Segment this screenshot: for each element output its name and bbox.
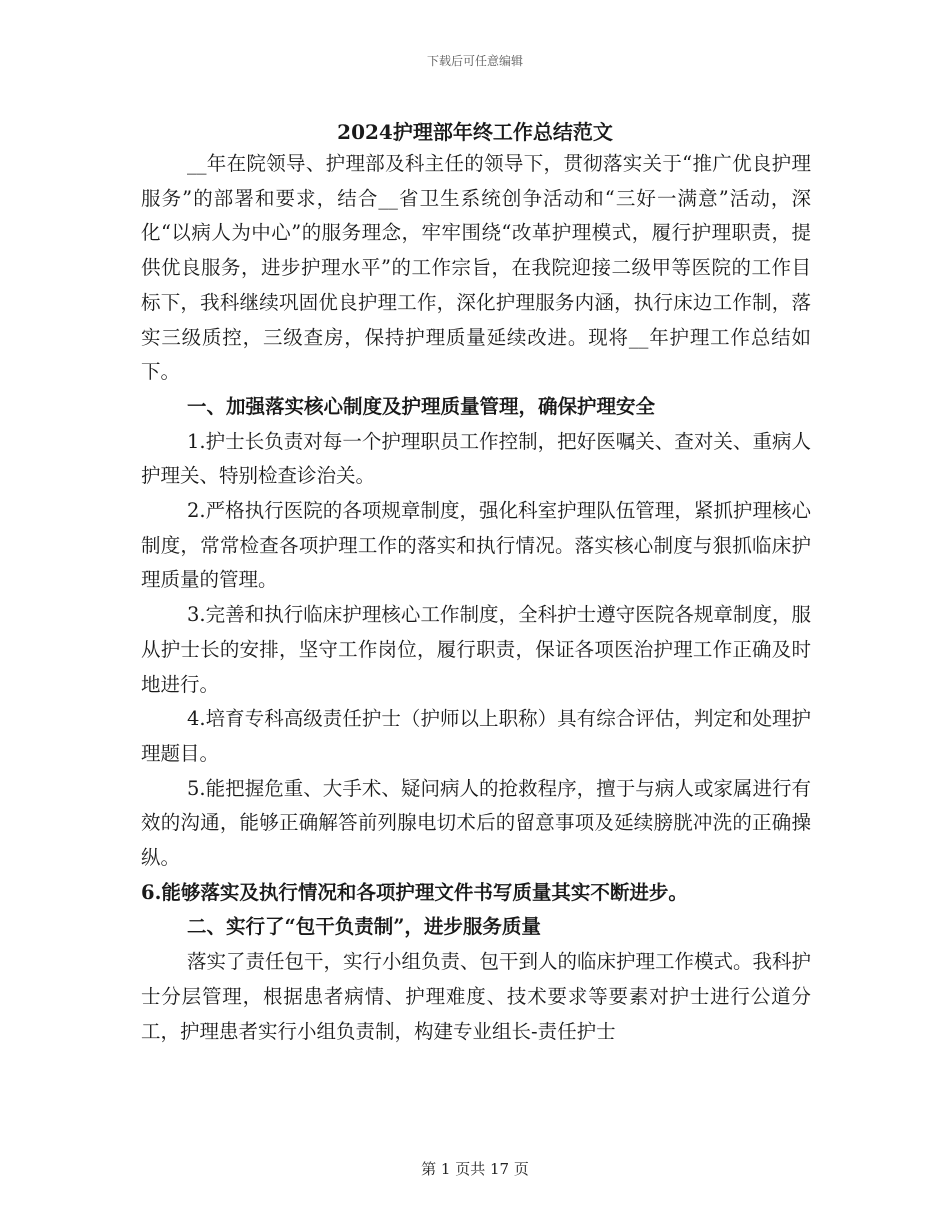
page-number-footer: 第 1 页共 17 页 [421, 1160, 529, 1178]
list-item-2: 2.严格执行医院的各项规章制度，强化科室护理队伍管理，紧抓护理核心制度，常常检查各项护理工作的落实和执行情况。落实核心制度与狠抓临床护理质量的管理。 [141, 499, 811, 592]
page-title: 2024护理部年终工作总结范文 [337, 120, 613, 144]
list-item-5: 5.能把握危重、大手术、疑问病人的抢救程序，擅于与病人或家属进行有效的沟通，能够正确解答前列腺电切术后的留意事项及延续膀胱冲洗的正确操纵。 [141, 776, 811, 870]
section-heading-2: 二、实行了“包干负责制”，进步服务质量 [187, 915, 541, 939]
document-body [141, 147, 811, 1049]
list-item-4: 4.培育专科高级责任护士（护师以上职称）具有综合评估，判定和处理护理题目。 [141, 707, 811, 765]
list-item-3: 3.完善和执行临床护理核心工作制度，全科护士遵守医院各规章制度，服从护士长的安排，坚守工作岗位，履行职责，保证各项医治护理工作正确及时地进行。 [141, 603, 811, 696]
intro-paragraph: __年在院领导、护理部及科主任的领导下，贯彻落实关于“推广优良护理服务”的部署和要求，结合__省卫生系统创争活动和“三好一满意”活动，深化“以病人为中心”的服务理念，牢牢围绕“改革护理模式，履行护理职责，提供优良服务，进步护理水平”的工作宗旨，在我院迎接二级甲等医院的工作目标下，我科继续巩固优良护理工作，深化护理服务内涵，执行床边工作制，落实三级质控，三级查房，保持护理质量延续改进。现将__年护理工作总结如下。 [141, 152, 811, 384]
section-2-paragraph: 落实了责任包干，实行小组负责、包干到人的临床护理工作模式。我科护士分层管理，根据患者病情、护理难度、技术要求等要素对护士进行公道分工，护理患者实行小组负责制，构建专业组长-责任护士 [141, 950, 812, 1043]
list-item-6: 6.能够落实及执行情况和各项护理文件书写质量其实不断进步。 [141, 880, 688, 904]
section-heading-1: 一、加强落实核心制度及护理质量管理，确保护理安全 [187, 394, 656, 418]
list-item-1: 1.护士长负责对每一个护理职员工作控制，把好医嘱关、查对关、重病人护理关、特别检查诊治关。 [141, 429, 811, 488]
header-note: 下载后可任意编辑 [426, 54, 523, 68]
